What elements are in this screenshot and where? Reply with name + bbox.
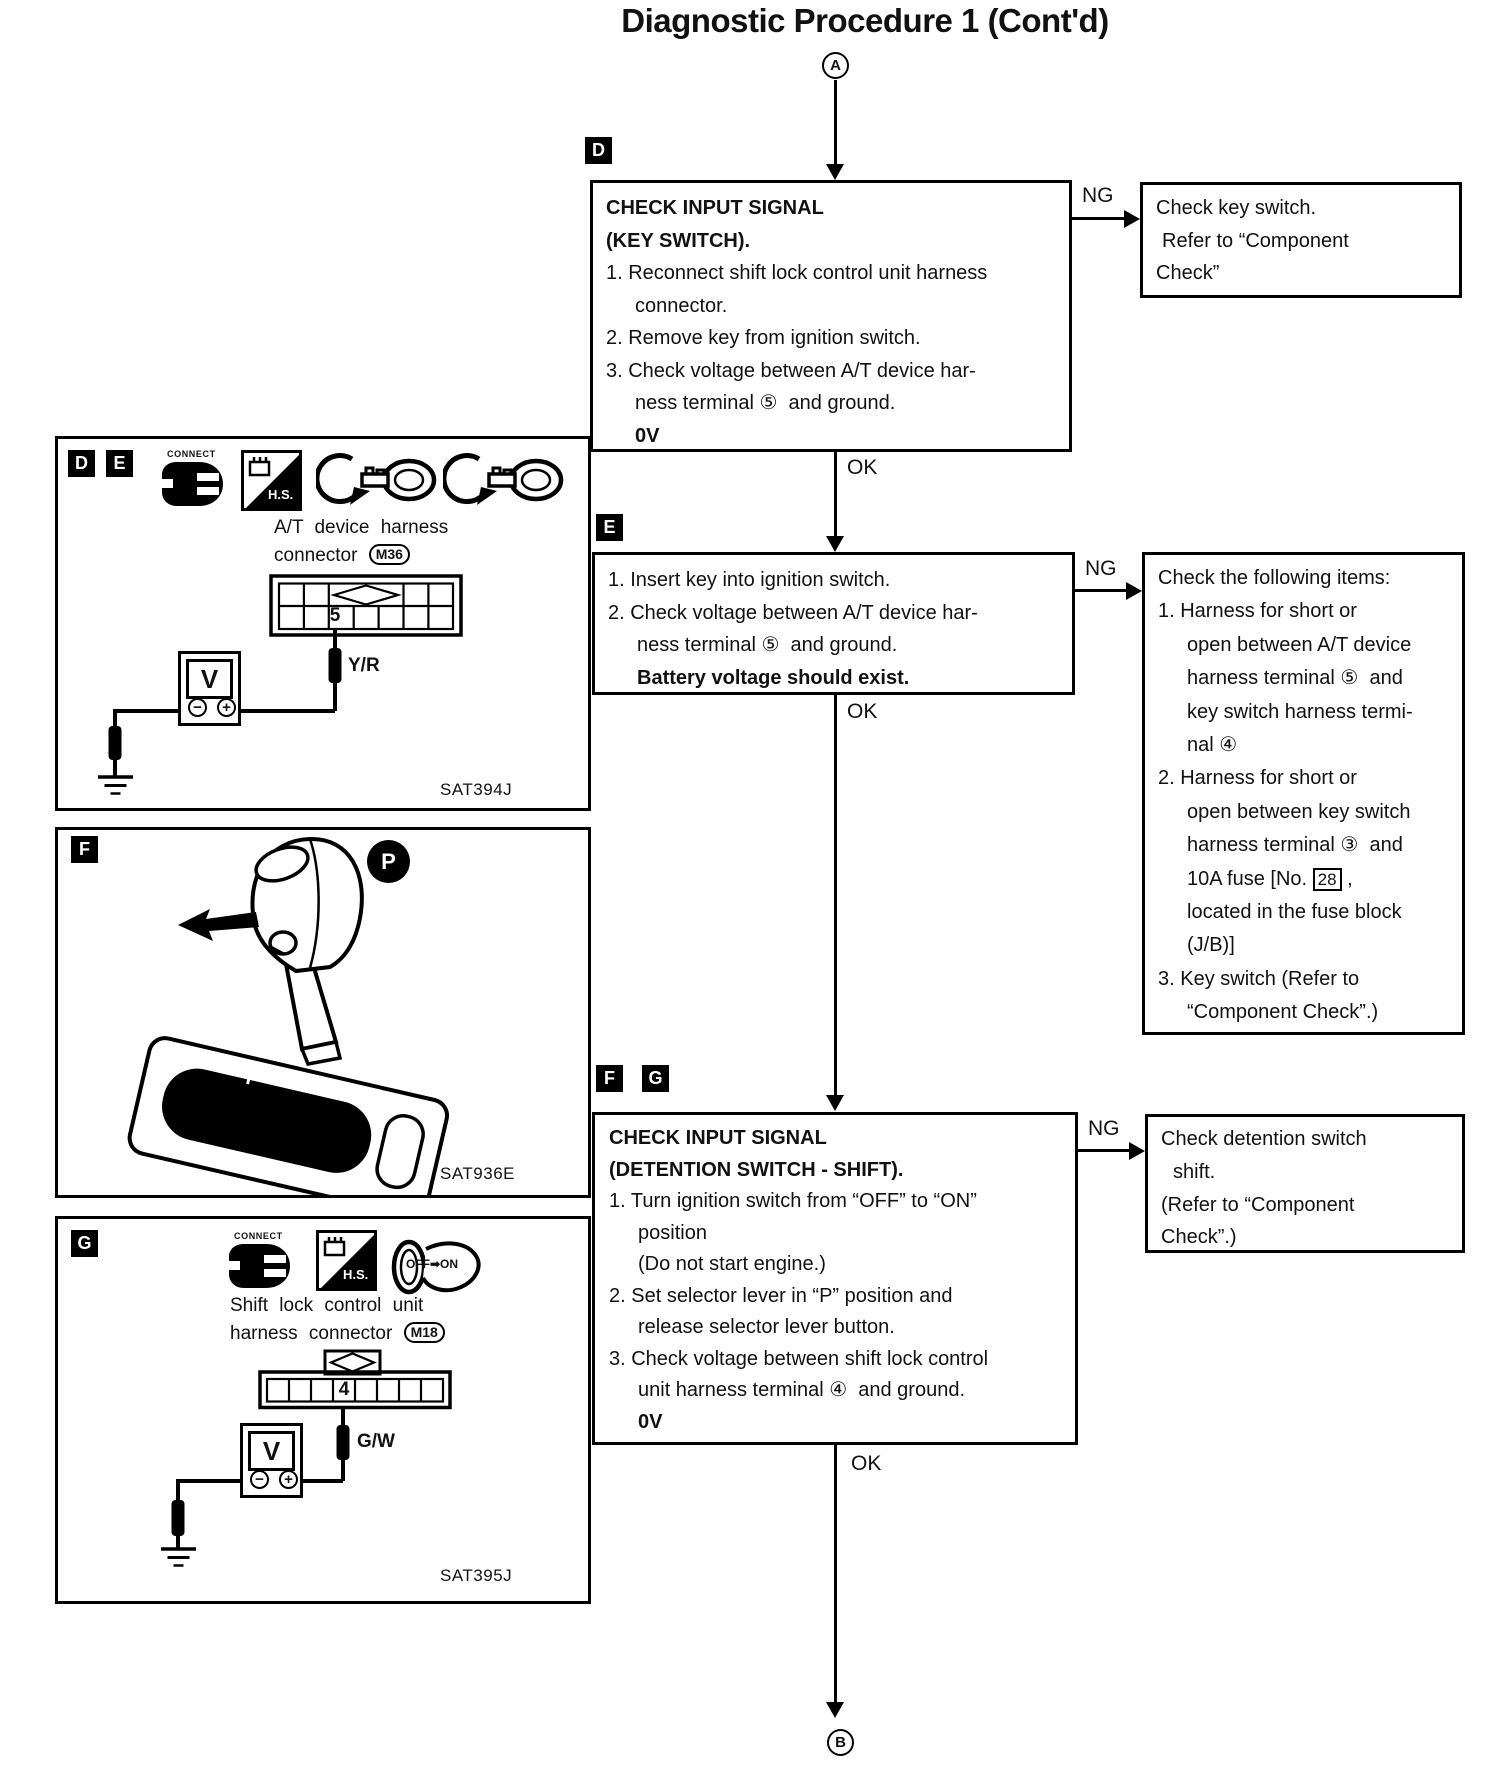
arrow-down-into-b-icon <box>826 1702 844 1718</box>
figure-g-caption-line1: Shift lock control unit <box>230 1295 424 1316</box>
figure-g-wiring-drawing <box>58 1219 588 1601</box>
arrow-right-ng-2-icon <box>1126 582 1142 600</box>
fuse-number-box: 28 <box>1313 868 1342 891</box>
box-e-step-2: 2. Check voltage between A/T device har- <box>608 601 978 624</box>
step-tag-g-label: G <box>648 1068 663 1088</box>
figure-de-tag-e-label: E <box>113 453 126 473</box>
flow-box-ng-check-detention <box>1145 1114 1465 1253</box>
step-tag-e-label: E <box>603 517 616 537</box>
voltmeter-g <box>240 1423 303 1498</box>
connector-node-a <box>822 52 849 79</box>
connector-node-a-label: A <box>830 57 841 74</box>
box-d-heading-2: (KEY SWITCH). <box>606 229 751 252</box>
ng-line-1 <box>1072 217 1126 220</box>
ng2-line-13: 3. Key switch (Refer to <box>1158 967 1360 990</box>
voltmeter-g-plus-terminal: + <box>279 1470 298 1489</box>
figure-de-tag-d-label: D <box>75 453 88 473</box>
voltmeter-de <box>178 651 241 726</box>
box-fg-heading-1: CHECK INPUT SIGNAL <box>609 1127 827 1149</box>
base-position-p-label: P <box>243 1066 262 1092</box>
box-d-result: 0V <box>635 424 660 447</box>
ng2-line-10-post: , <box>1341 867 1353 890</box>
ng3-line-1: Check detention switch <box>1161 1128 1367 1150</box>
box-d-step-3: 3. Check voltage between A/T device har- <box>606 359 976 382</box>
selector-lever-drawing <box>58 830 588 1195</box>
box-d-heading-1: CHECK INPUT SIGNAL <box>606 197 824 219</box>
box-e-step-2-cont: ness terminal ⑤ and ground. <box>637 634 898 656</box>
wire-color-yr: Y/R <box>348 655 380 676</box>
arrow-down-into-fg-icon <box>826 1095 844 1111</box>
step-tag-f <box>596 1065 623 1092</box>
figure-g-caption-connector: harness connector <box>230 1323 404 1344</box>
box-fg-result: 0V <box>638 1410 663 1433</box>
figure-at-device-connector <box>55 436 591 811</box>
ng2-line-3: open between A/T device <box>1187 633 1412 656</box>
ng2-line-12: (J/B)] <box>1187 934 1235 957</box>
ng-label-3: NG <box>1088 1117 1120 1140</box>
connect-icon-g-label: CONNECT <box>234 1231 283 1241</box>
ng2-line-7: 2. Harness for short or <box>1158 767 1357 790</box>
terminal-pin-4: 4 <box>338 1379 350 1400</box>
figure-selector-lever <box>55 827 591 1198</box>
ng-line-3 <box>1078 1149 1131 1152</box>
flow-line-e-to-fg <box>834 695 837 1095</box>
hs-icon-g-label: H.S. <box>343 1267 369 1282</box>
ng2-line-8: open between key switch <box>1187 800 1411 823</box>
figure-g-tag-label: G <box>77 1233 92 1253</box>
figure-de-caption-connector: connector <box>274 545 369 566</box>
ng2-line-10-pre: 10A fuse [No. <box>1187 867 1313 890</box>
figure-shift-lock-connector <box>55 1216 591 1604</box>
box-fg-step-3-cont: unit harness terminal ④ and ground. <box>638 1379 966 1401</box>
ng-label-2: NG <box>1085 557 1117 580</box>
box-d-step-3-cont: ness terminal ⑤ and ground. <box>635 392 896 414</box>
flow-line-d-to-e <box>834 452 837 536</box>
flow-box-insert-key <box>592 552 1075 695</box>
position-p-badge <box>367 840 410 883</box>
ok-label-2: OK <box>847 700 878 723</box>
arrow-down-into-e-icon <box>826 536 844 552</box>
ng3-line-4: Check”.) <box>1161 1226 1237 1249</box>
ng2-line-6: nal ④ <box>1187 734 1238 757</box>
voltmeter-g-display: V <box>248 1431 295 1471</box>
terminal-pin-5: 5 <box>329 605 341 626</box>
box-fg-step-3: 3. Check voltage between shift lock control <box>609 1347 989 1370</box>
connect-icon-label: CONNECT <box>167 449 216 459</box>
box-fg-step-1-cont: position <box>638 1221 707 1244</box>
flow-line-fg-to-b <box>834 1445 837 1702</box>
ng-label-1: NG <box>1082 184 1114 207</box>
figure-de-wiring-drawing <box>58 439 588 808</box>
figure-g-sat-code: SAT395J <box>440 1566 513 1585</box>
wire-color-gw: G/W <box>357 1431 395 1452</box>
flow-box-ng-check-key-switch <box>1140 182 1462 298</box>
figure-de-caption-line1: A/T device harness <box>274 517 449 538</box>
arrow-down-into-d-icon <box>826 164 844 180</box>
ng3-line-3: (Refer to “Component <box>1161 1193 1355 1216</box>
arrow-right-ng-1-icon <box>1124 210 1140 228</box>
ng1-line-3: Check” <box>1156 262 1220 284</box>
ng2-line-1: Check the following items: <box>1158 567 1391 589</box>
box-fg-step-2: 2. Set selector lever in “P” position and <box>609 1284 953 1307</box>
ng2-line-9: harness terminal ③ and <box>1187 834 1403 857</box>
ng2-line-4: harness terminal ⑤ and <box>1187 667 1403 690</box>
ng-line-2 <box>1075 589 1128 592</box>
box-d-step-1-cont: connector. <box>635 294 728 317</box>
ng3-line-2: shift. <box>1173 1160 1216 1183</box>
box-fg-step-2-cont: release selector lever button. <box>638 1316 895 1338</box>
connector-id-m36: M36 <box>369 544 410 565</box>
box-fg-heading-2: (DETENTION SWITCH - SHIFT). <box>609 1158 904 1181</box>
voltmeter-de-plus-terminal: + <box>217 698 236 717</box>
hs-icon-label: H.S. <box>268 487 294 502</box>
voltmeter-g-minus-terminal: − <box>250 1470 269 1489</box>
figure-f-sat-code: SAT936E <box>440 1164 516 1183</box>
box-fg-step-1-note: (Do not start engine.) <box>638 1253 826 1275</box>
box-e-step-1: 1. Insert key into ignition switch. <box>608 569 891 591</box>
ok-label-1: OK <box>847 456 878 479</box>
figure-de-sat-code: SAT394J <box>440 780 513 799</box>
ng2-line-5: key switch harness termi- <box>1187 700 1413 723</box>
page-title: Diagnostic Procedure 1 (Cont'd) <box>621 2 1109 39</box>
figure-f-tag-label: F <box>79 839 90 859</box>
connector-node-b <box>827 1729 854 1756</box>
arrow-right-ng-3-icon <box>1129 1142 1145 1160</box>
position-p-badge-label: P <box>381 848 396 874</box>
box-d-step-2: 2. Remove key from ignition switch. <box>606 327 921 349</box>
flow-line-a-to-d <box>834 80 837 164</box>
ng2-line-11: located in the fuse block <box>1187 901 1402 924</box>
ng2-line-2: 1. Harness for short or <box>1158 600 1357 623</box>
box-fg-step-1: 1. Turn ignition switch from “OFF” to “ON” <box>609 1190 977 1212</box>
flow-box-check-detention-switch <box>592 1112 1078 1445</box>
ok-label-3: OK <box>851 1452 882 1475</box>
step-tag-d-label: D <box>592 140 605 160</box>
flow-box-ng-check-items <box>1142 552 1465 1035</box>
step-tag-f-label: F <box>604 1068 615 1088</box>
step-tag-g <box>642 1065 669 1092</box>
ignition-off-on-label: OFF➡ON <box>406 1257 459 1271</box>
ng2-line-10 <box>1187 863 1462 896</box>
connector-id-m18: M18 <box>404 1322 445 1343</box>
step-tag-e <box>596 514 623 541</box>
ng1-line-1: Check key switch. <box>1156 197 1317 219</box>
ng1-line-2: Refer to “Component <box>1162 229 1349 252</box>
flow-box-check-key-switch <box>590 180 1072 452</box>
step-tag-d <box>585 137 612 164</box>
ng2-line-14: “Component Check”.) <box>1187 1001 1379 1024</box>
voltmeter-de-minus-terminal: − <box>188 698 207 717</box>
box-d-step-1: 1. Reconnect shift lock control unit harness <box>606 262 988 284</box>
box-e-result: Battery voltage should exist. <box>637 666 910 689</box>
connector-node-b-label: B <box>835 1734 846 1751</box>
voltmeter-de-display: V <box>186 659 233 699</box>
